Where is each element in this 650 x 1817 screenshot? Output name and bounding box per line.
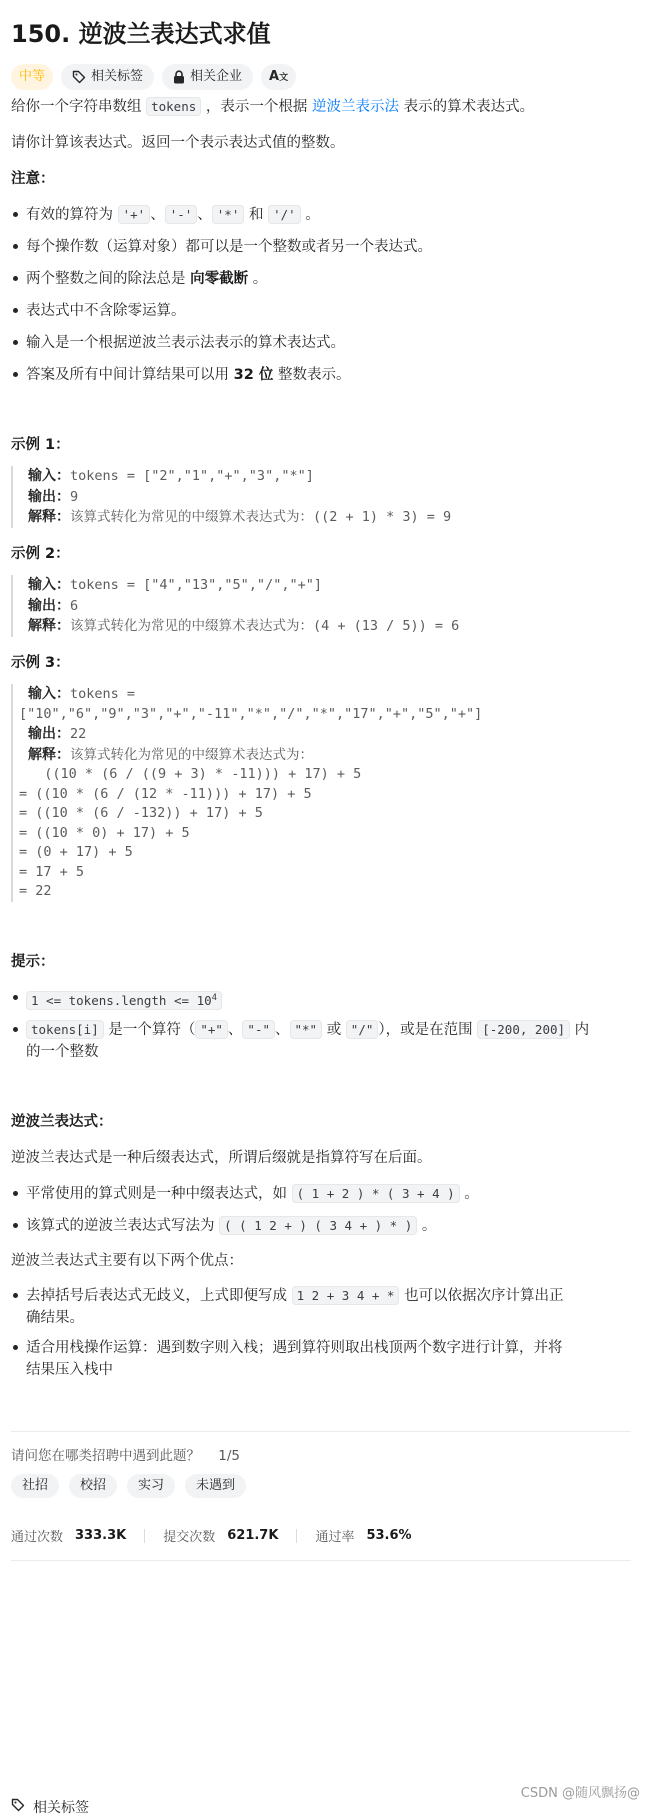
example-2-block: 输入：tokens = ["4","13","5","/","+"] 输出：6 解释：该算式转化为常见的中缀算术表达式为：(4 + (13 / 5)) = 6 bbox=[11, 575, 611, 637]
related-companies-label: 相关企业 bbox=[190, 69, 243, 84]
description-p2: 请你计算该表达式。返回一个表示表达式值的整数。 bbox=[11, 135, 345, 151]
example-2-heading: 示例 2： bbox=[11, 546, 70, 562]
note-heading: 注意： bbox=[11, 171, 55, 187]
survey-option-intern[interactable]: 实习 bbox=[127, 1474, 175, 1498]
related-tags-label: 相关标签 bbox=[91, 69, 144, 84]
hints-heading: 提示： bbox=[11, 954, 55, 970]
example-3-heading: 示例 3： bbox=[11, 655, 70, 671]
tag-row bbox=[11, 64, 296, 90]
rpn-p1: 逆波兰表达式是一种后缀表达式，所谓后缀就是指算符写在后面。 bbox=[11, 1150, 432, 1166]
survey-progress: 1/5 bbox=[218, 1448, 241, 1464]
related-tags-button[interactable] bbox=[61, 64, 154, 90]
example-3-block: 输入：tokens = ["10","6","9","3","+","-11","*","/","*","17","+","5","+"] 输出：22 解释：该算式转化为常见的中缀算术表达式为： ((10 * (6 / ((9 + 3) * -11))) + 17) + 5 = ((10 * (6 / (12 * -11))) + 17) + 5 = ((10 * (6 / -132)) + 17) + 5 = ((10 * 0) + 17) + 5 = (0 + 17) + 5 = 17 + 5 = 22 bbox=[11, 684, 611, 902]
stat-value: 621.7K bbox=[227, 1528, 279, 1543]
stat-value: 53.6% bbox=[366, 1528, 412, 1543]
divider bbox=[11, 1560, 631, 1561]
stat-label: 通过次数 bbox=[11, 1530, 64, 1545]
difficulty-badge: 中等 bbox=[11, 64, 53, 90]
example-1-heading: 示例 1： bbox=[11, 437, 70, 453]
lock-icon bbox=[173, 70, 185, 84]
survey-options bbox=[11, 1474, 246, 1498]
survey-option-none[interactable]: 未遇到 bbox=[185, 1474, 246, 1498]
survey-option-social[interactable]: 社招 bbox=[11, 1474, 59, 1498]
tag-icon bbox=[11, 1798, 25, 1816]
page-title: 150. 逆波兰表达式求值 bbox=[11, 20, 271, 48]
watermark: CSDN @随风飘扬@ bbox=[520, 1786, 640, 1801]
related-tags-footer[interactable]: 相关标签 bbox=[11, 1797, 89, 1817]
survey-question: 请问您在哪类招聘中遇到此题？ 1/5 bbox=[11, 1448, 241, 1464]
stat-label: 通过率 bbox=[315, 1530, 355, 1545]
related-companies-button[interactable] bbox=[162, 64, 253, 90]
stats-bar bbox=[11, 1526, 412, 1545]
stat-label: 提交次数 bbox=[163, 1530, 216, 1545]
divider bbox=[11, 1431, 631, 1432]
survey-option-campus[interactable]: 校招 bbox=[69, 1474, 117, 1498]
inline-code: tokens bbox=[146, 97, 201, 116]
rpn-p2: 逆波兰表达式主要有以下两个优点： bbox=[11, 1253, 243, 1269]
translate-button[interactable] bbox=[261, 64, 296, 90]
translate-icon: A文 bbox=[269, 68, 289, 84]
description-p1: 给你一个字符串数组 tokens ，表示一个根据 逆波兰表示法 表示的算术表达式。 bbox=[11, 99, 535, 115]
rpn-link[interactable]: 逆波兰表示法 bbox=[311, 99, 399, 115]
example-1-block: 输入：tokens = ["2","1","+","3","*"] 输出：9 解释：该算式转化为常见的中缀算术表达式为：((2 + 1) * 3) = 9 bbox=[11, 466, 611, 528]
rpn-heading: 逆波兰表达式： bbox=[11, 1114, 113, 1130]
tag-icon bbox=[72, 70, 86, 84]
stat-value: 333.3K bbox=[75, 1528, 127, 1543]
